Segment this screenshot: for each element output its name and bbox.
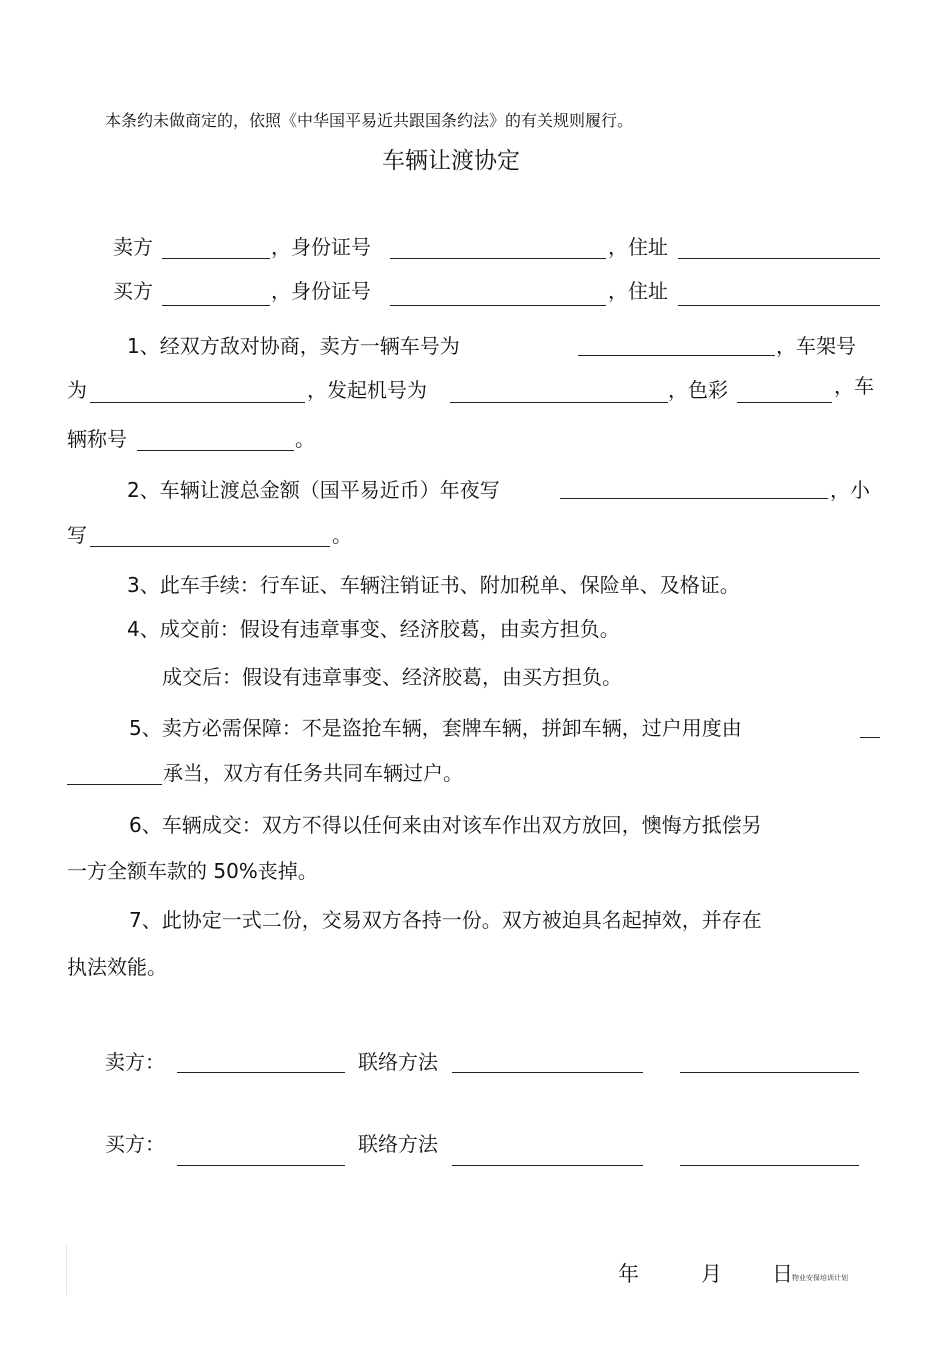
buyer-label: 买方 xyxy=(113,279,153,303)
clause2-text-c: 写 xyxy=(67,523,87,547)
buyer-id-label: ，身份证号 xyxy=(271,279,371,303)
buyer-contact-label: 联络方法 xyxy=(358,1132,438,1156)
amount-upper-line xyxy=(560,498,828,499)
seller-name-line xyxy=(162,258,270,259)
clause7-text-a: 7、此协定一式二份，交易双方各持一份。双方被迫具名起掉效，并存在 xyxy=(129,908,762,932)
seller-contact-label: 联络方法 xyxy=(358,1050,438,1074)
document-title: 车辆让渡协定 xyxy=(382,148,520,174)
clause7-text-b: 执法效能。 xyxy=(67,955,167,979)
engine-number-line xyxy=(450,402,668,403)
clause1-end: 。 xyxy=(295,427,315,451)
transfer-fee-line-a xyxy=(860,737,880,738)
footer-note: 物业安保培训计划 xyxy=(792,1274,848,1282)
seller-signature-label: 卖方： xyxy=(105,1050,165,1074)
clause6-text-b: 一方全额车款的 50%丧掉。 xyxy=(67,859,318,883)
buyer-id-line xyxy=(390,305,606,306)
buyer-contact-line xyxy=(452,1165,643,1166)
buyer-addr-line xyxy=(678,305,880,306)
clause1-text-f: ，车 xyxy=(834,374,874,398)
amount-lower-line xyxy=(90,546,330,547)
seller-id-label: ，身份证号 xyxy=(271,235,371,259)
date-month: 月 xyxy=(701,1262,722,1286)
seller-extra-line xyxy=(680,1072,859,1073)
margin-divider xyxy=(66,1245,67,1295)
buyer-name-line xyxy=(162,305,270,306)
clause2-text-b: ，小 xyxy=(830,478,870,502)
date-day: 日 xyxy=(772,1262,793,1286)
clause2-text-a: 2、车辆让渡总金额（国平易近币）年夜写 xyxy=(127,478,500,502)
seller-label: 卖方 xyxy=(113,235,153,259)
clause4-before: 4、成交前：假设有违章事变、经济胶葛，由卖方担负。 xyxy=(127,617,620,641)
seller-addr-line xyxy=(678,258,880,259)
clause2-end: 。 xyxy=(332,523,352,547)
buyer-signature-label: 买方： xyxy=(105,1132,165,1156)
clause1-text-d: ，发起机号为 xyxy=(307,378,427,402)
top-note: 本条约未做商定的，依照《中华国平易近共跟国条约法》的有关规则履行。 xyxy=(105,111,634,130)
clause5-text-b: 承当，双方有任务共同车辆过户。 xyxy=(163,761,463,785)
clause1-text-g: 辆称号 xyxy=(67,427,127,451)
frame-number-line xyxy=(90,402,305,403)
vehicle-name-line xyxy=(137,450,294,451)
date-year: 年 xyxy=(618,1262,639,1286)
buyer-extra-line xyxy=(680,1165,859,1166)
plate-number-line xyxy=(578,355,775,356)
clause3: 3、此车手续：行车证、车辆注销证书、附加税单、保险单、及格证。 xyxy=(127,573,740,597)
seller-contact-line xyxy=(452,1072,643,1073)
clause1-text-a: 1、经双方敌对协商，卖方一辆车号为 xyxy=(127,334,460,358)
clause5-text-a: 5、卖方必需保障：不是盗抢车辆，套牌车辆，拼卸车辆，过户用度由 xyxy=(129,716,742,740)
transfer-fee-line-b xyxy=(67,784,162,785)
buyer-signature-line xyxy=(177,1165,345,1166)
seller-id-line xyxy=(390,258,606,259)
seller-signature-line xyxy=(177,1072,345,1073)
seller-addr-label: ，住址 xyxy=(608,235,668,259)
clause6-text-a: 6、车辆成交：双方不得以任何来由对该车作出双方放回，懊悔方抵偿另 xyxy=(129,813,762,837)
buyer-addr-label: ，住址 xyxy=(608,279,668,303)
clause1-text-c: 为 xyxy=(67,378,87,402)
clause4-after: 成交后：假设有违章事变、经济胶葛，由买方担负。 xyxy=(162,665,622,689)
color-line xyxy=(737,402,832,403)
clause1-text-b: ，车架号 xyxy=(776,334,856,358)
clause1-text-e: ，色彩 xyxy=(668,378,728,402)
